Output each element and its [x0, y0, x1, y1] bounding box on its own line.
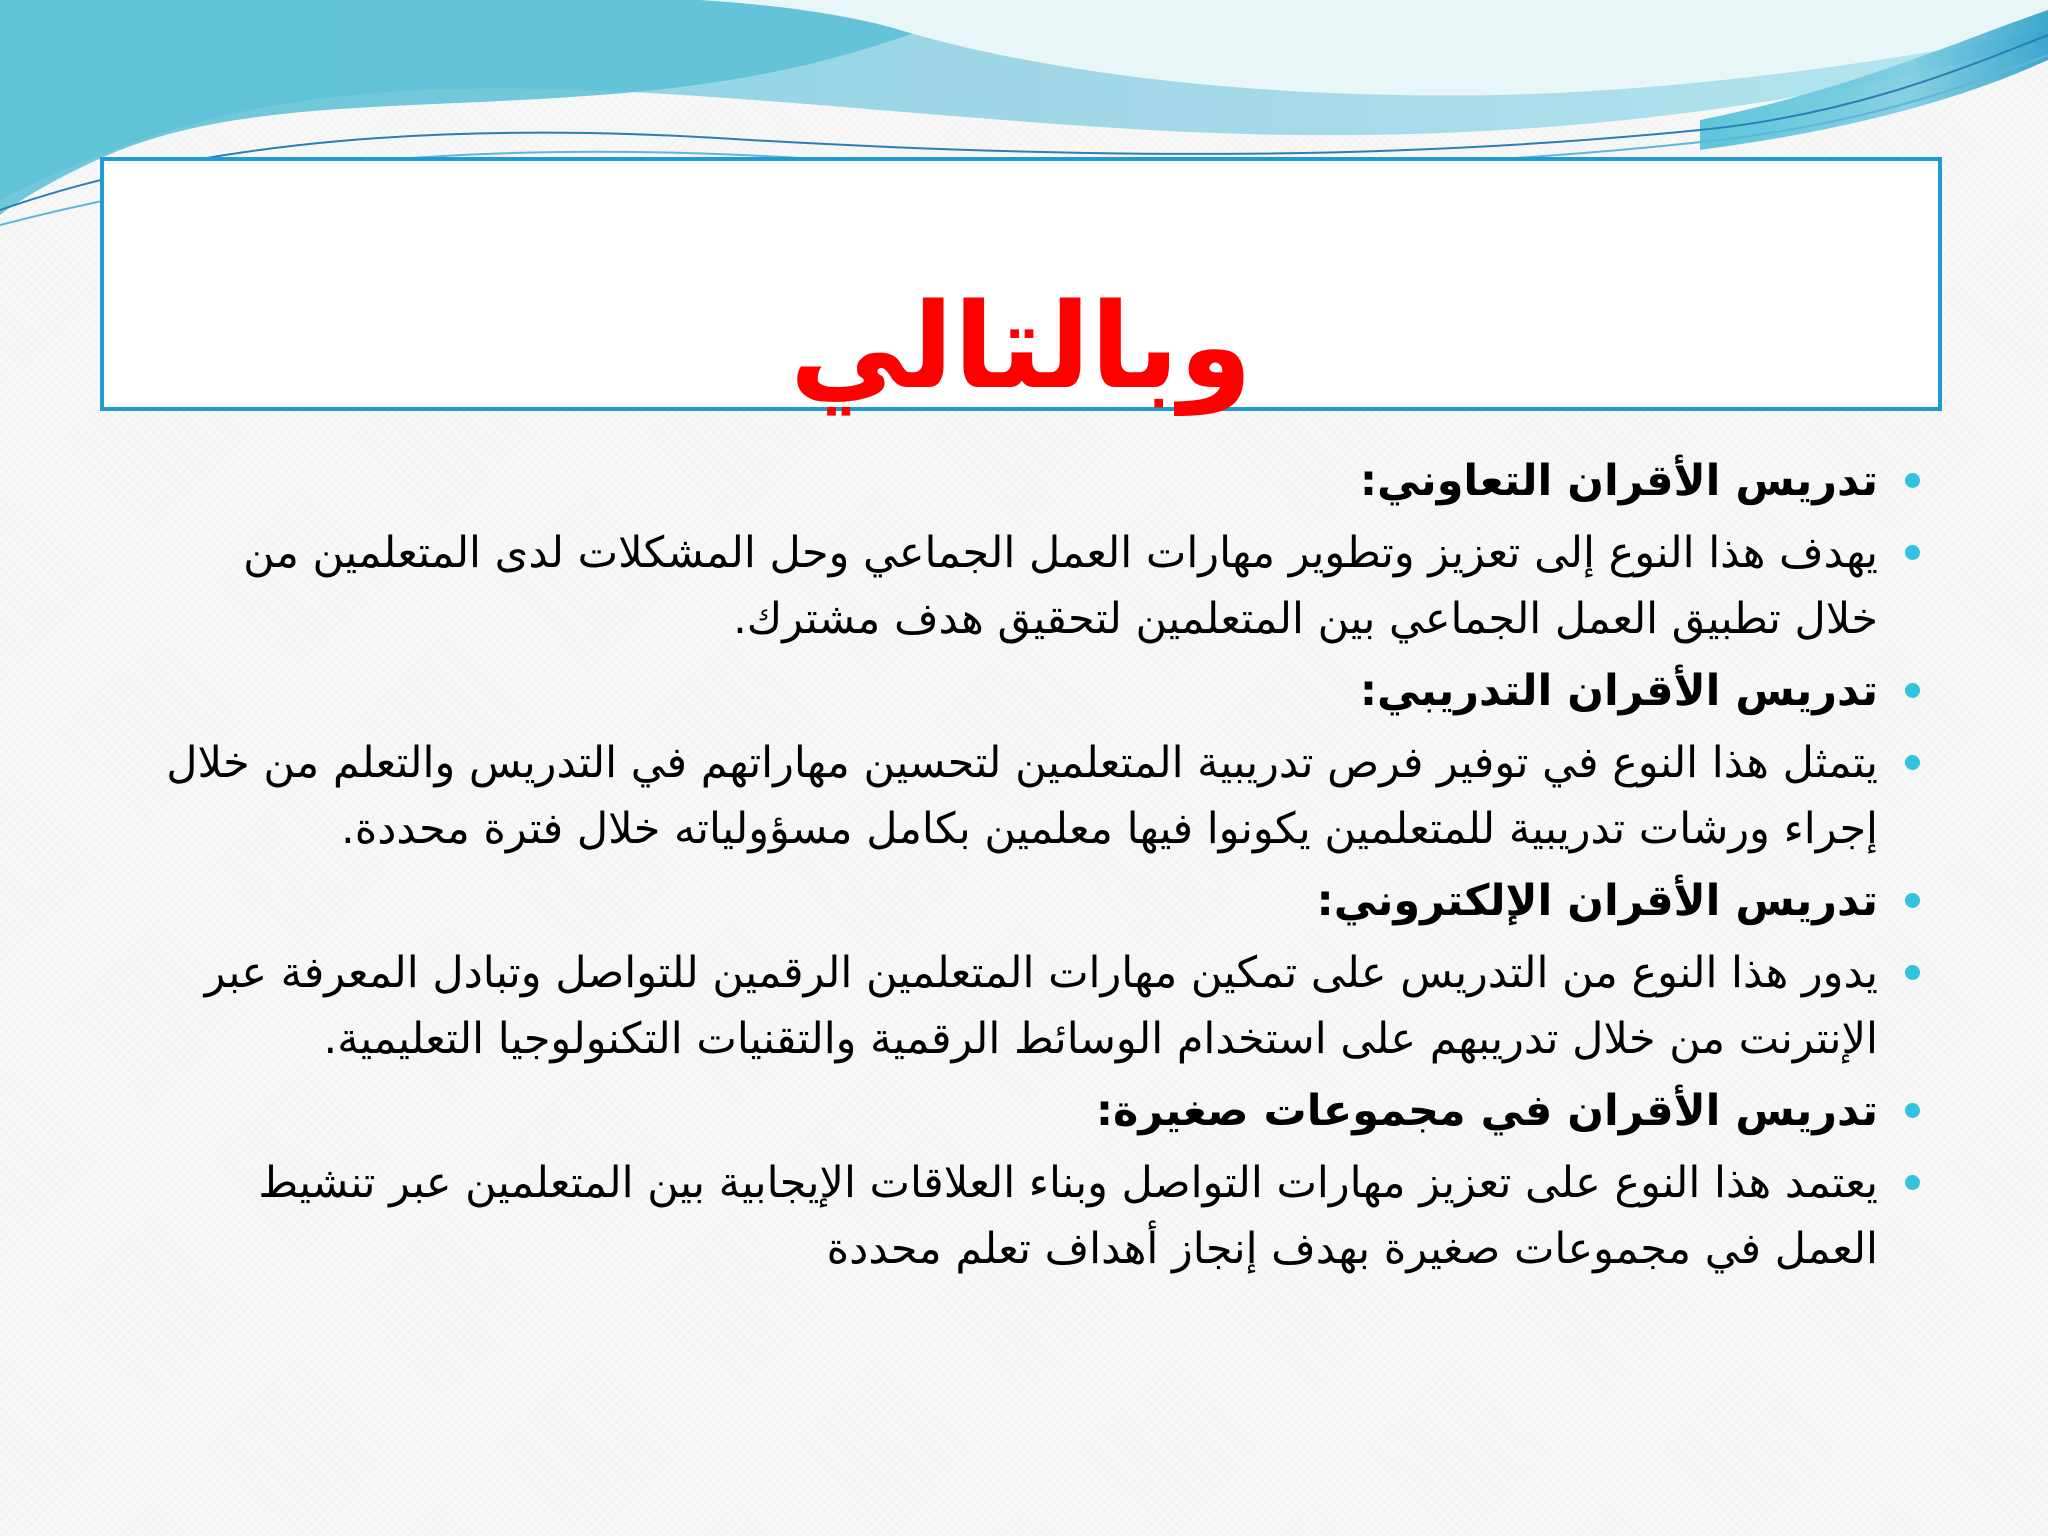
- bullet-list: [160, 448, 1920, 1288]
- item-text: تدريس الأقران التدريبي:: [1359, 666, 1878, 716]
- list-item-heading: [160, 658, 1920, 724]
- bullet-icon: [1905, 683, 1920, 698]
- item-text: يعتمد هذا النوع على تعزيز مهارات التواصل وبناء العلاقات الإيجابية بين المتعلمين عبر تنشيط العمل في مجموعات صغيرة بهدف إنجاز أهداف تعلم محددة: [258, 1158, 1878, 1274]
- bullet-icon: [1905, 1175, 1920, 1190]
- bullet-icon: [1905, 893, 1920, 908]
- bullet-icon: [1905, 545, 1920, 560]
- slide-title: وبالتالي: [789, 277, 1253, 415]
- bullet-icon: [1905, 1103, 1920, 1118]
- bullet-icon: [1905, 965, 1920, 980]
- item-text: يدور هذا النوع من التدريس على تمكين مهارات المتعلمين الرقمين للتواصل وتبادل المعرفة عبر الإنترنت من خلال تدريبهم على استخدام الوسائط الرقمية والتقنيات التكنولوجيا التعليمية.: [204, 948, 1878, 1064]
- list-item-heading: [160, 448, 1920, 514]
- list-item-body: [160, 1150, 1920, 1282]
- bullet-icon: [1905, 473, 1920, 488]
- item-text: يتمثل هذا النوع في توفير فرص تدريبية المتعلمين لتحسين مهاراتهم في التدريس والتعلم من خلال إجراء ورشات تدريبية للمتعلمين يكونوا فيها معلمين بكامل مسؤولياته خلال فترة محددة.: [166, 738, 1878, 854]
- item-text: يهدف هذا النوع إلى تعزيز وتطوير مهارات العمل الجماعي وحل المشكلات لدى المتعلمين من خلال تطبيق العمل الجماعي بين المتعلمين لتحقيق هدف مشترك.: [243, 528, 1878, 644]
- item-text: تدريس الأقران في مجموعات صغيرة:: [1095, 1086, 1878, 1136]
- title-frame: [100, 157, 1942, 415]
- bullet-icon: [1905, 755, 1920, 770]
- list-item-body: [160, 520, 1920, 652]
- item-text: تدريس الأقران التعاوني:: [1359, 456, 1878, 506]
- list-item-body: [160, 730, 1920, 862]
- list-item-heading: [160, 868, 1920, 934]
- list-item-heading: [160, 1078, 1920, 1144]
- list-item-body: [160, 940, 1920, 1072]
- item-text: تدريس الأقران الإلكتروني:: [1316, 876, 1878, 926]
